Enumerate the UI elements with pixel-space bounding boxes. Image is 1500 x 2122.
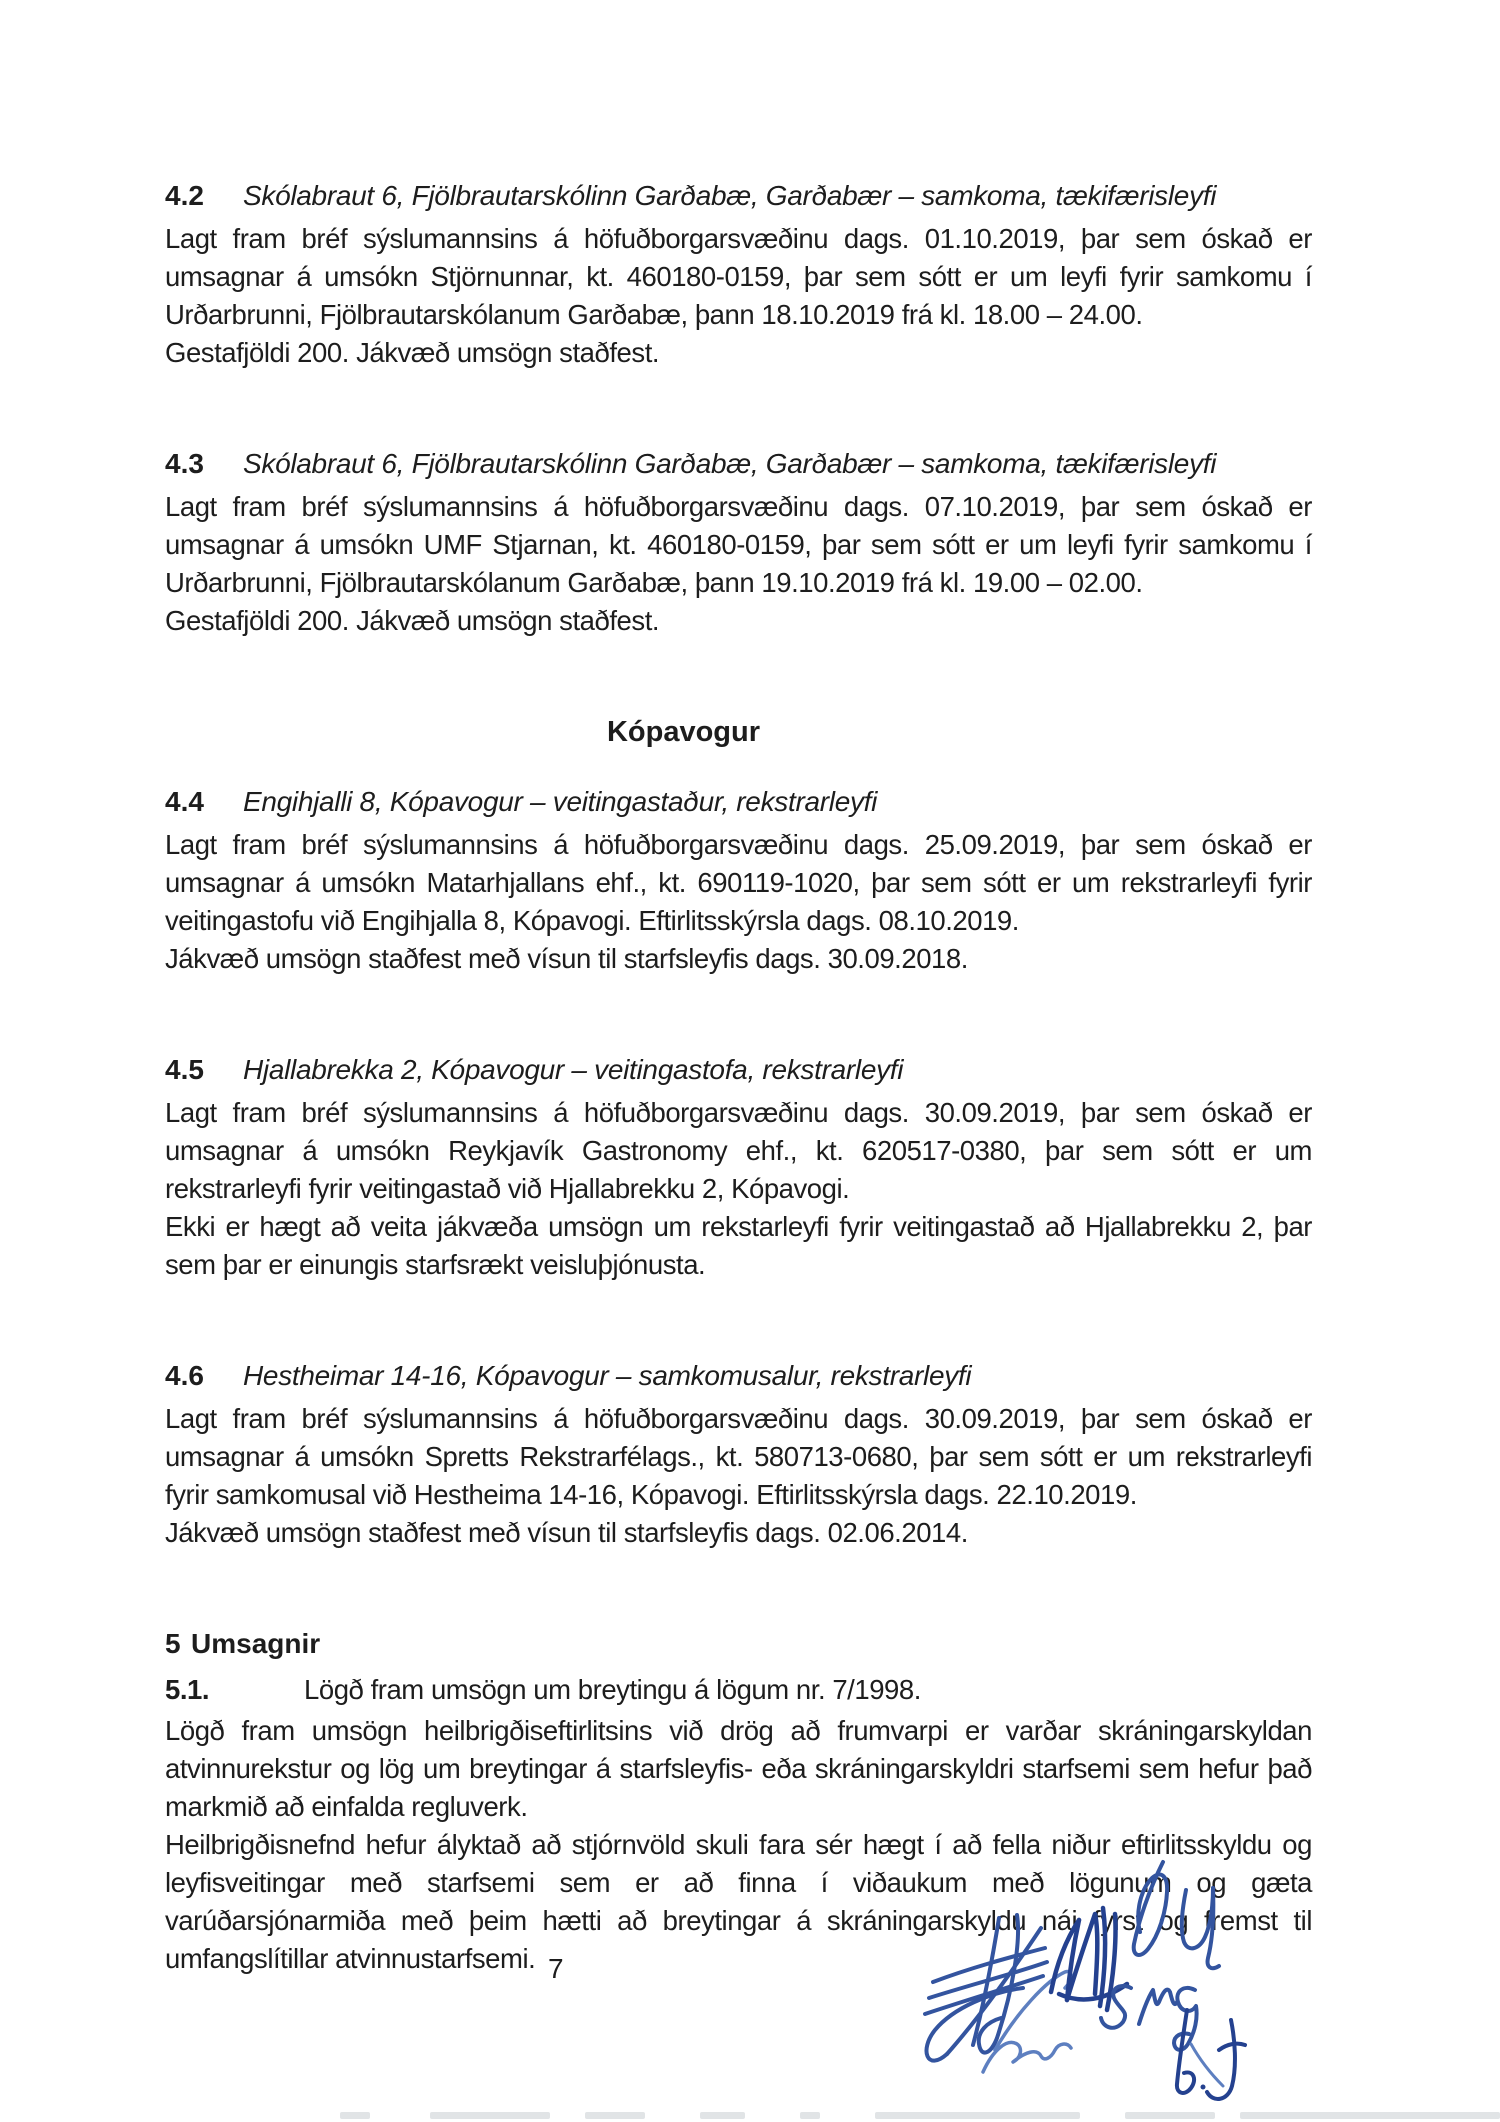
scan-noise-segment <box>1125 2112 1215 2119</box>
signature-bj-initials <box>1177 2010 1245 2099</box>
section-number: 4.5 <box>165 1054 204 1085</box>
subsection-number: 5.1. <box>165 1674 210 1705</box>
scan-noise-segment <box>875 2112 1080 2119</box>
subsection-title: Lögð fram umsögn um breytingu á lögum nr. 7/1998. <box>304 1674 921 1705</box>
section-title: Skólabraut 6, Fjölbrautarskólinn Garðabæ, Garðabær – samkoma, tækifærisleyfi <box>243 180 1217 211</box>
section-4-3 <box>165 444 1312 640</box>
section-paragraph: Gestafjöldi 200. Jákvæð umsögn staðfest. <box>165 337 660 368</box>
section-paragraph: Gestafjöldi 200. Jákvæð umsögn staðfest. <box>165 605 660 636</box>
section-heading <box>165 782 1312 822</box>
section-4-2 <box>165 176 1312 372</box>
section-number: 4.4 <box>165 786 204 817</box>
section-4-6 <box>165 1356 1312 1552</box>
section-paragraph: Heilbrigðisnefnd hefur ályktað að stjórnvöld skuli fara sér hægt í að fella niður eftirlitsskyldu og leyfisveitingar með starfsemi sem er að finna í viðaukum með lögunum og gæta varúðarsjónarmiða með þeim hætti að breytingar á skráningarskyldu nái fyrst og fremst til umfangslítillar atvinnustarfsemi. <box>165 1829 1312 1974</box>
scan-noise-segment <box>700 2112 745 2119</box>
document-content <box>165 0 1312 2050</box>
page-number: 7 <box>548 1953 564 1984</box>
handwritten-signatures <box>895 1840 1465 2120</box>
section-heading <box>165 1624 1312 1664</box>
scan-noise-segment <box>1240 2112 1500 2119</box>
section-paragraph: Jákvæð umsögn staðfest með vísun til starfsleyfis dags. 02.06.2014. <box>165 1517 968 1548</box>
section-paragraph: Ekki er hægt að veita jákvæða umsögn um rekstarleyfi fyrir veitingastað að Hjallabrekku 2, þar sem þar er einungis starfsrækt veisluþjónusta. <box>165 1211 1312 1280</box>
section-paragraph: Jákvæð umsögn staðfest með vísun til starfsleyfis dags. 30.09.2018. <box>165 943 968 974</box>
signature-initials-dark <box>1051 1908 1127 2010</box>
section-number: 4.3 <box>165 448 204 479</box>
section-paragraph: Lagt fram bréf sýslumannsins á höfuðborgarsvæðinu dags. 25.09.2019, þar sem óskað er umsagnar á umsókn Matarhjallans ehf., kt. 690119-1020, þar sem sótt er um rekstrarleyfi fyrir veitingastofu við Engihjalla 8, Kópavogi. Eftirlitsskýrsla dags. 08.10.2019. <box>165 829 1312 936</box>
section-number: 4.2 <box>165 180 204 211</box>
section-4-4 <box>165 782 1312 978</box>
scan-artifact-band <box>0 2112 1500 2122</box>
section-paragraph: Lagt fram bréf sýslumannsins á höfuðborgarsvæðinu dags. 30.09.2019, þar sem óskað er umsagnar á umsókn Spretts Rekstrarfélags., kt. 580713-0680, þar sem sótt er um rekstrarleyfi fyrir samkomusal við Hestheima 14-16, Kópavogi. Eftirlitsskýrsla dags. 22.10.2019. <box>165 1403 1312 1510</box>
subsection-5-1 <box>165 1668 1312 1712</box>
section-paragraph: Lögð fram umsögn heilbrigðiseftirlitsins við drög að frumvarpi er varðar skráningarskyldan atvinnurekstur og lög um breytingar á starfsleyfis- eða skráningarskyldri starfsemi sem hefur það markmið að einfalda regluverk. <box>165 1715 1312 1822</box>
section-title: Hjallabrekka 2, Kópavogur – veitingastofa, rekstrarleyfi <box>243 1054 904 1085</box>
section-paragraph: Lagt fram bréf sýslumannsins á höfuðborgarsvæðinu dags. 07.10.2019, þar sem óskað er umsagnar á umsókn UMF Stjarnan, kt. 460180-0159, þar sem sótt er um leyfi fyrir samkomu í Urðarbrunni, Fjölbrautarskólanum Garðabæ, þann 19.10.2019 frá kl. 19.00 – 02.00. <box>165 491 1312 598</box>
signature-scribble <box>925 1915 1047 2061</box>
scan-noise-segment <box>585 2112 645 2119</box>
section-paragraph: Lagt fram bréf sýslumannsins á höfuðborgarsvæðinu dags. 01.10.2019, þar sem óskað er umsagnar á umsókn Stjörnunnar, kt. 460180-0159, þar sem sótt er um leyfi fyrir samkomu í Urðarbrunni, Fjölbrautarskólanum Garðabæ, þann 18.10.2019 frá kl. 18.00 – 24.00. <box>165 223 1312 330</box>
section-title: Engihjalli 8, Kópavogur – veitingastaður, rekstrarleyfi <box>243 786 878 817</box>
scan-noise-segment <box>800 2112 820 2119</box>
section-title: Hestheimar 14-16, Kópavogur – samkomusalur, rekstrarleyfi <box>243 1360 972 1391</box>
section-number: 5 <box>165 1628 181 1659</box>
section-paragraph: Lagt fram bréf sýslumannsins á höfuðborgarsvæðinu dags. 30.09.2019, þar sem óskað er umsagnar á umsókn Reykjavík Gastronomy ehf., kt. 620517-0380, þar sem sótt er um rekstrarleyfi fyrir veitingastað við Hjallabrekku 2, Kópavogi. <box>165 1097 1312 1204</box>
scan-noise-segment <box>340 2112 370 2119</box>
section-heading <box>165 1050 1312 1090</box>
section-heading <box>165 1356 1312 1396</box>
section-number: 4.6 <box>165 1360 204 1391</box>
section-title: Umsagnir <box>191 1628 321 1659</box>
section-heading <box>165 176 1312 216</box>
section-heading <box>165 444 1312 484</box>
scan-noise-segment <box>430 2112 550 2119</box>
section-4-5 <box>165 1050 1312 1284</box>
section-title: Skólabraut 6, Fjölbrautarskólinn Garðabæ, Garðabær – samkoma, tækifærisleyfi <box>243 448 1217 479</box>
municipality-heading: Kópavogur <box>606 716 761 748</box>
signature-loops-top-right <box>1134 1862 1219 1968</box>
